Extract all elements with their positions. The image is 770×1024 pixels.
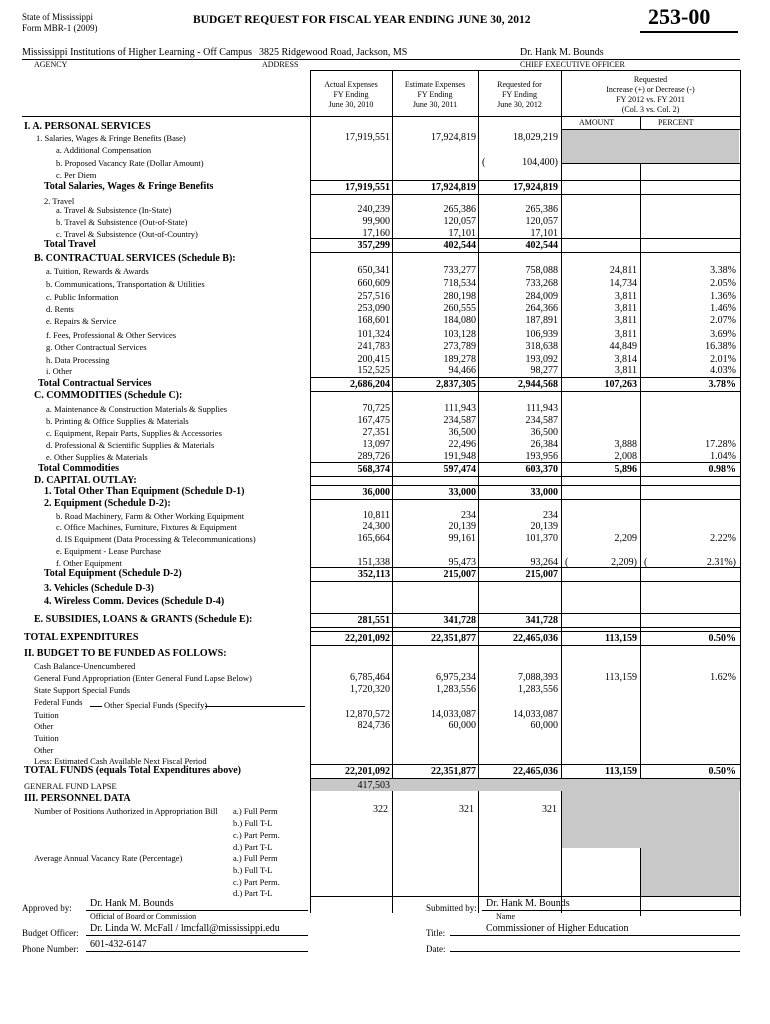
row-label: Other [34, 721, 54, 731]
cell-c4: 2,209) [611, 557, 637, 568]
row-label: b. Communications, Transportation & Utilities [46, 279, 205, 289]
cell-c4: 24,811 [609, 265, 637, 276]
page-title: BUDGET REQUEST FOR FISCAL YEAR ENDING JUNE 30, 2012 [193, 14, 531, 26]
cell-c1: 824,736 [357, 720, 390, 731]
cell-c3: 60,000 [530, 720, 558, 731]
title-value: Commissioner of Higher Education [486, 923, 629, 934]
cell-c3: 14,033,087 [513, 709, 558, 720]
row-label: Tuition [34, 733, 59, 743]
pers-sub1-c: c.) Part Perm. [233, 830, 280, 840]
cell-c3: 603,370 [525, 464, 558, 475]
cell-c2: 20,139 [448, 521, 476, 532]
cell-c3: 1,283,556 [518, 684, 558, 695]
row-label: I. A. PERSONAL SERVICES [24, 121, 151, 132]
cell-c3: 98,277 [530, 365, 558, 376]
cell-c2: 718,534 [443, 278, 476, 289]
cell-c1: 289,726 [357, 451, 390, 462]
cell-c3: 106,939 [525, 329, 558, 340]
cell-c3: 93,264 [530, 557, 558, 568]
cell-c1: 417,503 [357, 780, 390, 791]
row-label: b. Printing & Office Supplies & Materials [46, 416, 189, 426]
ceo-label: CHIEF EXECUTIVE OFFICER [520, 60, 625, 69]
cell-c2: 17,101 [448, 228, 476, 239]
cell-c2: 60,000 [448, 720, 476, 731]
ceo-name: Dr. Hank M. Bounds [520, 47, 604, 58]
row-label: e. Repairs & Service [46, 316, 117, 326]
cell-c2: 191,948 [443, 451, 476, 462]
row-label: d. Rents [46, 304, 74, 314]
cell-c4: 44,849 [609, 341, 637, 352]
cell-c4: 113,159 [604, 672, 637, 683]
cell-c2: 17,924,819 [431, 182, 476, 193]
cell-c4: 14,734 [609, 278, 637, 289]
cell-c2: 341,728 [443, 615, 476, 626]
row-label: i. Other [46, 366, 72, 376]
cell-c4: 2,008 [614, 451, 637, 462]
row-label: Total Salaries, Wages & Fringe Benefits [44, 181, 214, 192]
cell-c3: 22,465,036 [513, 633, 558, 644]
cell-c4: 107,263 [604, 379, 637, 390]
cell-c1: 17,160 [362, 228, 390, 239]
cell-c1: 6,785,464 [350, 672, 390, 683]
cell-c3: 7,088,393 [518, 672, 558, 683]
cell-c5: 2.05% [710, 278, 736, 289]
column-header-c4-line: Increase (+) or Decrease (-) [606, 85, 695, 94]
pers-sub1-d: d.) Part T-L [233, 842, 273, 852]
cell-c1: 151,338 [357, 557, 390, 568]
row-label: TOTAL EXPENDITURES [24, 632, 139, 643]
column-header-c4-line: (Col. 3 vs. Col. 2) [621, 105, 680, 114]
row-label: D. CAPITAL OUTLAY: [34, 475, 137, 486]
cell-c2: 215,007 [443, 569, 476, 580]
cell-c1: 17,919,551 [345, 182, 390, 193]
cell-c4: 113,159 [605, 633, 637, 644]
cell-c2: 2,837,305 [436, 379, 476, 390]
cell-c1: 165,664 [357, 533, 390, 544]
cell-c1: 257,516 [357, 291, 390, 302]
row-label: Federal Funds [34, 697, 83, 707]
row-label: c. Public Information [46, 292, 119, 302]
budget-code: 253-00 [648, 4, 711, 29]
cell-c2: 402,544 [443, 240, 476, 251]
row-label: State Support Special Funds [34, 685, 131, 695]
row-label: Cash Balance-Unencumbered [34, 661, 136, 671]
cell-c1: 101,324 [357, 329, 390, 340]
cell-c3: 20,139 [530, 521, 558, 532]
cell-c3: 36,500 [530, 427, 558, 438]
cell-c4: 3,811 [614, 365, 637, 376]
cell-c5: 17.28% [705, 439, 736, 450]
column-header-c3-line: June 30, 2012 [497, 100, 542, 109]
cell-c2: 120,057 [443, 216, 476, 227]
cell-c4: 3,811 [614, 291, 637, 302]
row-label: e. Other Supplies & Materials [46, 452, 148, 462]
cell-c3: 215,007 [525, 569, 558, 580]
paren-mark: ( [482, 157, 486, 168]
cell-c3: 33,000 [530, 487, 558, 498]
cell-c5: 1.46% [710, 303, 736, 314]
row-label: 3. Vehicles (Schedule D-3) [44, 583, 154, 594]
cell-c2: 99,161 [448, 533, 476, 544]
cell-c4: 3,811 [614, 329, 637, 340]
row-label: e. Equipment - Lease Purchase [56, 546, 162, 556]
cell-c1: 240,239 [357, 204, 390, 215]
cell-c3: 26,384 [530, 439, 558, 450]
approved-label: Approved by: [22, 903, 72, 913]
cell-c1: 650,341 [357, 265, 390, 276]
cell-c5: 2.22% [710, 533, 736, 544]
row-label: c. Per Diem [56, 170, 97, 180]
cell-c1: 200,415 [357, 354, 390, 365]
row-label: c. Equipment, Repair Parts, Supplies & Accessories [46, 428, 222, 438]
row-label: a. Tuition, Rewards & Awards [46, 266, 149, 276]
cell-c5: 16.38% [705, 341, 736, 352]
cell-c4: 3,811 [614, 315, 637, 326]
row-label: C. COMMODITIES (Schedule C): [34, 390, 183, 401]
submitted-name: Dr. Hank M. Bounds [486, 898, 570, 909]
cell-c2: 22,351,877 [431, 766, 476, 777]
row-label: Total Equipment (Schedule D-2) [44, 568, 182, 579]
budget-officer-label: Budget Officer: [22, 928, 79, 938]
cell-c2: 189,278 [443, 354, 476, 365]
address-label: ADDRESS [262, 60, 299, 69]
cell-c1: 36,000 [362, 487, 390, 498]
cell-c2: 273,789 [443, 341, 476, 352]
cell-c2: 22,351,877 [431, 633, 476, 644]
row-label: f. Fees, Professional & Other Services [46, 330, 177, 340]
row-label: a. Travel & Subsistence (In-State) [56, 205, 172, 215]
cell-c2: 6,975,234 [436, 672, 476, 683]
column-header-percent: PERCENT [658, 118, 694, 127]
row-label: III. PERSONNEL DATA [24, 793, 131, 804]
cell-c2: 103,128 [443, 329, 476, 340]
cell-c3: 104,400) [522, 157, 558, 168]
cell-c1: 168,601 [357, 315, 390, 326]
cell-c3: 17,101 [530, 228, 558, 239]
cell-c3: 193,956 [525, 451, 558, 462]
cell-c2: 597,474 [443, 464, 476, 475]
row-label: a. Additional Compensation [56, 145, 152, 155]
cell-c2: 184,080 [443, 315, 476, 326]
row-label: 1. Salaries, Wages & Fringe Benefits (Base) [36, 133, 186, 143]
column-header-c2-line: June 30, 2011 [412, 100, 458, 109]
cell-c5: 3.78% [708, 379, 736, 390]
cell-c3: 2,944,568 [518, 379, 558, 390]
column-header-c1-line: Actual Expenses [324, 80, 378, 89]
cell-c2: 733,277 [443, 265, 476, 276]
cell-c1: 241,783 [357, 341, 390, 352]
pers-sub1-b: b.) Full T-L [233, 818, 273, 828]
paren-mark: ( [644, 557, 648, 568]
cell-c5: 0.98% [708, 464, 736, 475]
positions-c2: 321 [459, 804, 474, 815]
cell-c2: 95,473 [448, 557, 476, 568]
column-header-c1-line: FY Ending [333, 90, 369, 99]
cell-c3: 234 [543, 510, 558, 521]
cell-c2: 234,587 [443, 415, 476, 426]
cell-c2: 33,000 [448, 487, 476, 498]
cell-c3: 402,544 [525, 240, 558, 251]
row-label: 2. Equipment (Schedule D-2): [44, 498, 171, 509]
row-label: d. IS Equipment (Data Processing & Telecommunications) [56, 534, 256, 544]
date-label: Date: [426, 944, 446, 954]
cell-c3: 234,587 [525, 415, 558, 426]
cell-c2: 111,943 [444, 403, 476, 414]
row-label: b. Travel & Subsistence (Out-of-State) [56, 217, 188, 227]
row-label: Total Travel [44, 239, 96, 250]
agency-label: AGENCY [34, 60, 68, 69]
pers-sub2-d: d.) Part T-L [233, 888, 273, 898]
column-header-amount: AMOUNT [579, 118, 615, 127]
cell-c2: 234 [461, 510, 476, 521]
cell-c5: 3.69% [710, 329, 736, 340]
cell-c5: 1.36% [710, 291, 736, 302]
cell-c4: 3,811 [614, 303, 637, 314]
cell-c2: 280,198 [443, 291, 476, 302]
cell-c2: 14,033,087 [431, 709, 476, 720]
cell-c1: 357,299 [357, 240, 390, 251]
cell-c1: 10,811 [362, 510, 390, 521]
cell-c3: 284,009 [525, 291, 558, 302]
form-number: Form MBR-1 (2009) [22, 23, 98, 33]
cell-c1: 99,900 [362, 216, 390, 227]
cell-c1: 70,725 [362, 403, 390, 414]
cell-c3: 101,370 [525, 533, 558, 544]
cell-c1: 13,097 [362, 439, 390, 450]
row-label: Less: Estimated Cash Available Next Fiscal Period [34, 756, 207, 766]
cell-c3: 187,891 [525, 315, 558, 326]
cell-c1: 12,870,572 [345, 709, 390, 720]
cell-c1: 22,201,092 [345, 633, 390, 644]
cell-c2: 36,500 [448, 427, 476, 438]
vacancy-label: Average Annual Vacancy Rate (Percentage) [34, 853, 183, 863]
cell-c4: 113,159 [605, 766, 637, 777]
submitted-sub: Name [496, 912, 516, 921]
cell-c5: 0.50% [708, 633, 736, 644]
phone-number: 601-432-6147 [90, 939, 147, 950]
cell-c2: 94,466 [448, 365, 476, 376]
cell-c5: 0.50% [708, 766, 736, 777]
cell-c1: 253,090 [357, 303, 390, 314]
cell-c1: 17,919,551 [345, 132, 390, 143]
cell-c3: 18,029,219 [513, 132, 558, 143]
approved-sub: Official of Board or Commission [90, 912, 197, 921]
row-label: d. Professional & Scientific Supplies & Materials [46, 440, 215, 450]
cell-c2: 22,496 [448, 439, 476, 450]
cell-c4: 3,814 [614, 354, 637, 365]
positions-c1: 322 [373, 804, 388, 815]
row-label: c. Travel & Subsistence (Out-of-Country) [56, 229, 198, 239]
cell-c5: 2.07% [710, 315, 736, 326]
cell-c1: 24,300 [362, 521, 390, 532]
row-label: E. SUBSIDIES, LOANS & GRANTS (Schedule E): [34, 614, 253, 625]
row-label: B. CONTRACTUAL SERVICES (Schedule B): [34, 253, 236, 264]
row-label: c. Office Machines, Furniture, Fixtures & Equipment [56, 522, 237, 532]
cell-c3: 733,268 [525, 278, 558, 289]
cell-c1: 1,720,320 [350, 684, 390, 695]
cell-c5: 1.04% [710, 451, 736, 462]
positions-c3: 321 [542, 804, 557, 815]
paren-mark: ( [565, 557, 569, 568]
cell-c5: 2.01% [710, 354, 736, 365]
state-label: State of Mississippi [22, 12, 94, 22]
row-label: a. Maintenance & Construction Materials & Supplies [46, 404, 228, 414]
cell-c1: 22,201,092 [345, 766, 390, 777]
cell-c3: 111,943 [526, 403, 558, 414]
cell-c1: 152,525 [357, 365, 390, 376]
row-label: Total Contractual Services [38, 378, 152, 389]
row-label: b. Road Machinery, Farm & Other Working Equipment [56, 511, 245, 521]
cell-c3: 120,057 [525, 216, 558, 227]
row-label: g. Other Contractual Services [46, 342, 147, 352]
cell-c3: 22,465,036 [513, 766, 558, 777]
submitted-label: Submitted by: [426, 903, 477, 913]
cell-c3: 758,088 [525, 265, 558, 276]
column-header-c3-line: FY Ending [501, 90, 538, 99]
cell-c3: 17,924,819 [513, 182, 558, 193]
cell-c5: 1.62% [710, 672, 736, 683]
cell-c1: 352,113 [358, 569, 390, 580]
cell-c1: 167,475 [357, 415, 390, 426]
cell-c3: 318,638 [525, 341, 558, 352]
cell-c2: 260,555 [443, 303, 476, 314]
column-header-c3-line: Requested for [497, 80, 542, 89]
row-label: b. Proposed Vacancy Rate (Dollar Amount) [56, 158, 204, 168]
column-header-c1-line: June 30, 2010 [328, 100, 374, 109]
row-label: II. BUDGET TO BE FUNDED AS FOLLOWS: [24, 648, 227, 659]
column-header-c2-line: FY Ending [417, 90, 453, 99]
cell-c2: 17,924,819 [431, 132, 476, 143]
cell-c4: 5,896 [614, 464, 637, 475]
cell-c1: 568,374 [357, 464, 390, 475]
cell-c4: 3,888 [614, 439, 637, 450]
row-label: Other [34, 745, 54, 755]
row-label: h. Data Processing [46, 355, 110, 365]
other-special-funds-label: Other Special Funds (Specify) [104, 700, 208, 710]
row-label: f. Other Equipment [56, 558, 122, 568]
title-label: Title: [426, 928, 446, 938]
row-label: 4. Wireless Comm. Devices (Schedule D-4) [44, 596, 225, 607]
pers-sub2-a: a.) Full Perm [233, 853, 278, 863]
row-label: Tuition [34, 710, 59, 720]
row-label: Total Commodities [38, 463, 120, 474]
cell-c4: 2,209 [614, 533, 637, 544]
row-label: TOTAL FUNDS (equals Total Expenditures above) [24, 765, 241, 776]
cell-c5: 2.31%) [706, 557, 736, 568]
cell-c5: 4.03% [710, 365, 736, 376]
column-header-c4-line: Requested [633, 75, 668, 84]
cell-c2: 265,386 [443, 204, 476, 215]
phone-label: Phone Number: [22, 944, 79, 954]
pers-sub2-c: c.) Part Perm. [233, 877, 280, 887]
row-label: General Fund Appropriation (Enter General Fund Lapse Below) [34, 673, 252, 683]
cell-c3: 265,386 [525, 204, 558, 215]
cell-c1: 2,686,204 [350, 379, 390, 390]
column-header-c2-line: Estimate Expenses [404, 80, 466, 89]
cell-c2: 1,283,556 [436, 684, 476, 695]
cell-c3: 193,092 [525, 354, 558, 365]
agency-name: Mississippi Institutions of Higher Learning - Off Campus [22, 47, 253, 58]
approved-name: Dr. Hank M. Bounds [90, 898, 174, 909]
cell-c1: 660,609 [357, 278, 390, 289]
row-label: 1. Total Other Than Equipment (Schedule D-1) [44, 486, 245, 497]
cell-c5: 3.38% [710, 265, 736, 276]
budget-officer-name: Dr. Linda W. McFall / lmcfall@mississippi.edu [90, 923, 280, 934]
cell-c1: 281,551 [357, 615, 390, 626]
row-label: GENERAL FUND LAPSE [24, 781, 117, 791]
column-header-c4-line: FY 2012 vs. FY 2011 [616, 95, 685, 104]
pers-sub2-b: b.) Full T-L [233, 865, 273, 875]
pers-sub1-a: a.) Full Perm [233, 806, 278, 816]
cell-c3: 341,728 [525, 615, 558, 626]
cell-c1: 27,351 [362, 427, 390, 438]
positions-label: Number of Positions Authorized in Appropriation Bill [34, 806, 218, 816]
agency-address: 3825 Ridgewood Road, Jackson, MS [259, 47, 408, 58]
row-label: 2. Travel [44, 196, 75, 206]
cell-c3: 264,366 [525, 303, 558, 314]
